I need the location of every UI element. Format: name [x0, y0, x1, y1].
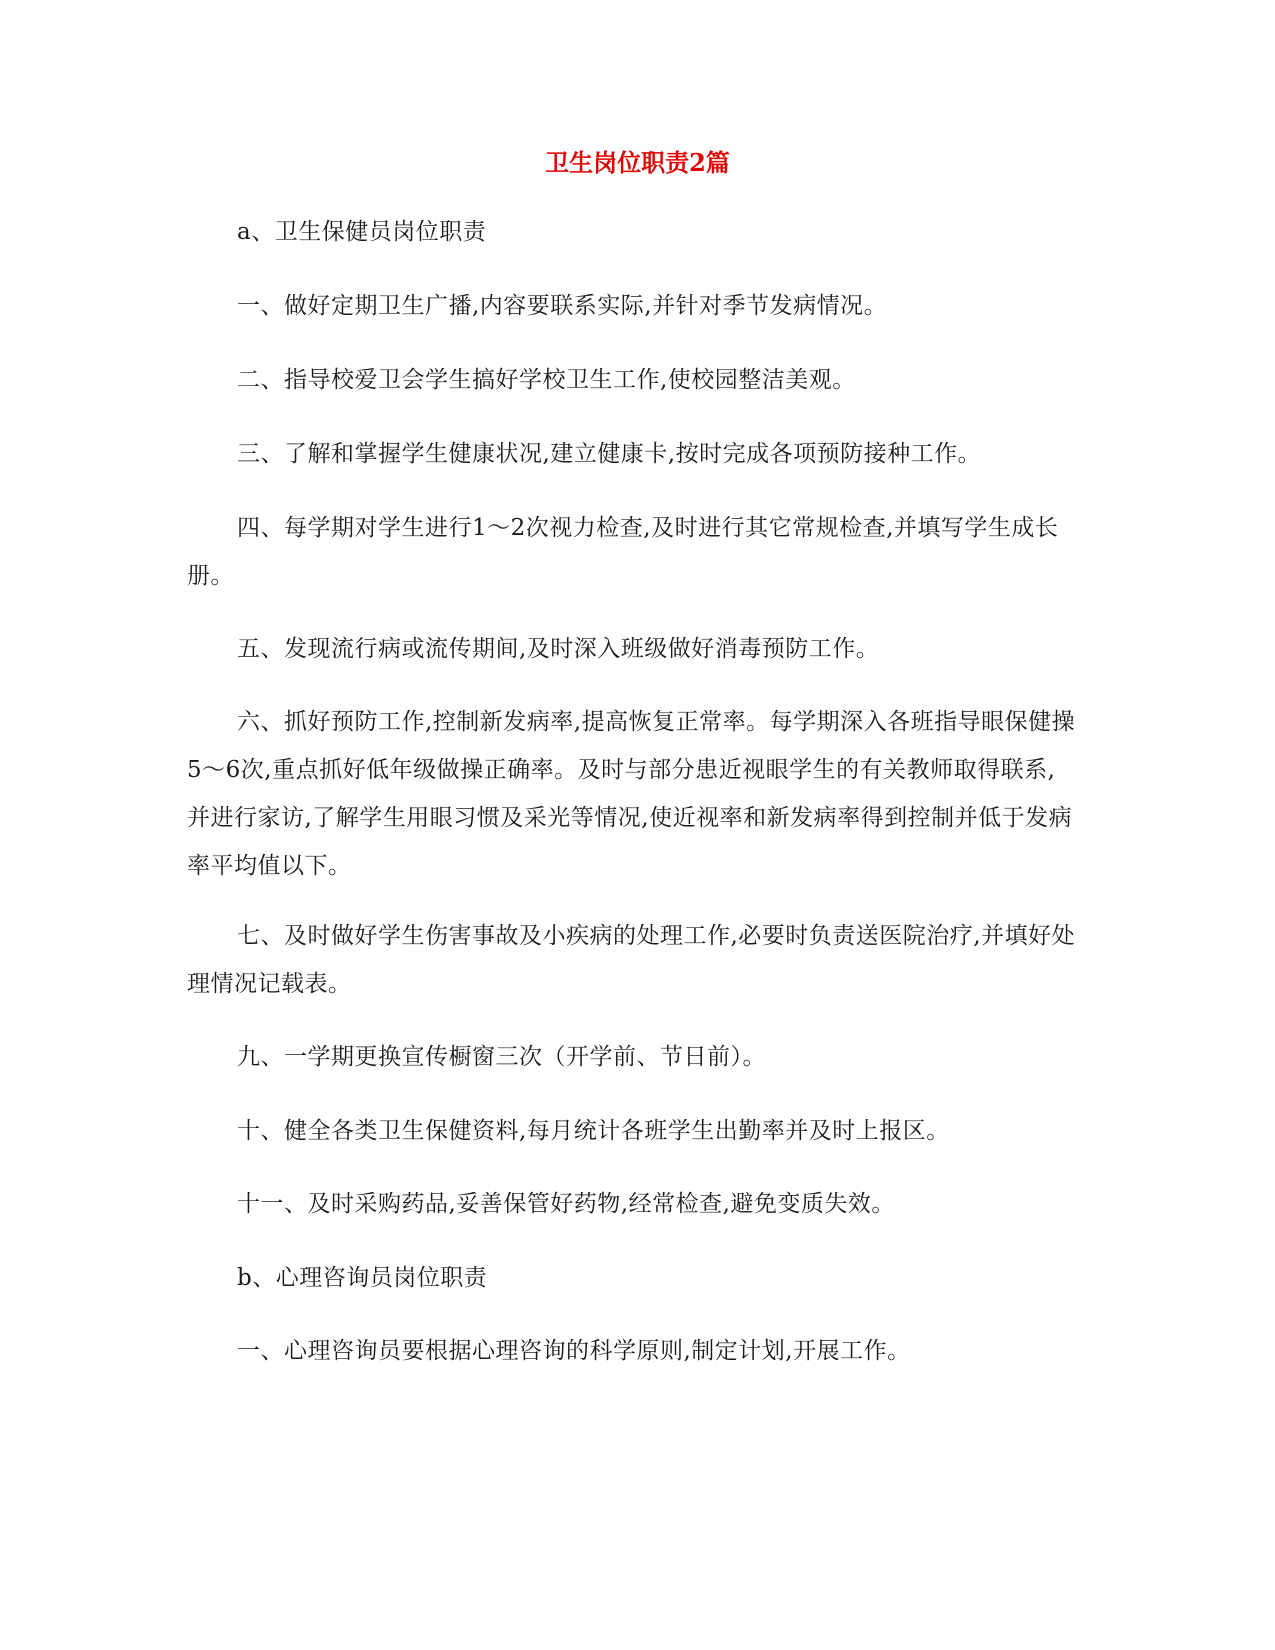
- paragraph-11: 十一、及时采购药品,妥善保管好药物,经常检查,避免变质失效。: [237, 1191, 895, 1217]
- paragraph-10: 十、健全各类卫生保健资料,每月统计各班学生出勤率并及时上报区。: [237, 1118, 950, 1144]
- paragraph-7: 七、及时做好学生伤害事故及小疾病的处理工作,必要时负责送医院治疗,并填好处理情况记载表。: [187, 923, 1076, 997]
- paragraph-4: 四、每学期对学生进行1～2次视力检查,及时进行其它常规检查,并填写学生成长册。: [187, 515, 1059, 589]
- paragraph-6: 六、抓好预防工作,控制新发病率,提高恢复正常率。每学期深入各班指导眼保健操5～6次,重点抓好低年级做操正确率。及时与部分患近视眼学生的有关教师取得联系,并进行家访,了解学生用眼习惯及采光等情况,使近视率和新发病率得到控制并低于发病率平均值以下。: [187, 709, 1076, 879]
- paragraph-2: 二、指导校爱卫会学生搞好学校卫生工作,使校园整洁美观。: [237, 367, 856, 393]
- paragraph-9: 九、一学期更换宣传橱窗三次（开学前、节日前）。: [237, 1044, 766, 1070]
- paragraph-b-1: 一、心理咨询员要根据心理咨询的科学原则,制定计划,开展工作。: [237, 1338, 911, 1364]
- section-a-heading: a、卫生保健员岗位职责: [237, 219, 487, 245]
- section-b-heading: b、心理咨询员岗位职责: [237, 1265, 488, 1291]
- document-title: 卫生岗位职责2篇: [545, 148, 730, 177]
- paragraph-5: 五、发现流行病或流传期间,及时深入班级做好消毒预防工作。: [237, 636, 880, 662]
- paragraph-3: 三、了解和掌握学生健康状况,建立健康卡,按时完成各项预防接种工作。: [237, 441, 982, 467]
- paragraph-1: 一、做好定期卫生广播,内容要联系实际,并针对季节发病情况。: [237, 293, 888, 319]
